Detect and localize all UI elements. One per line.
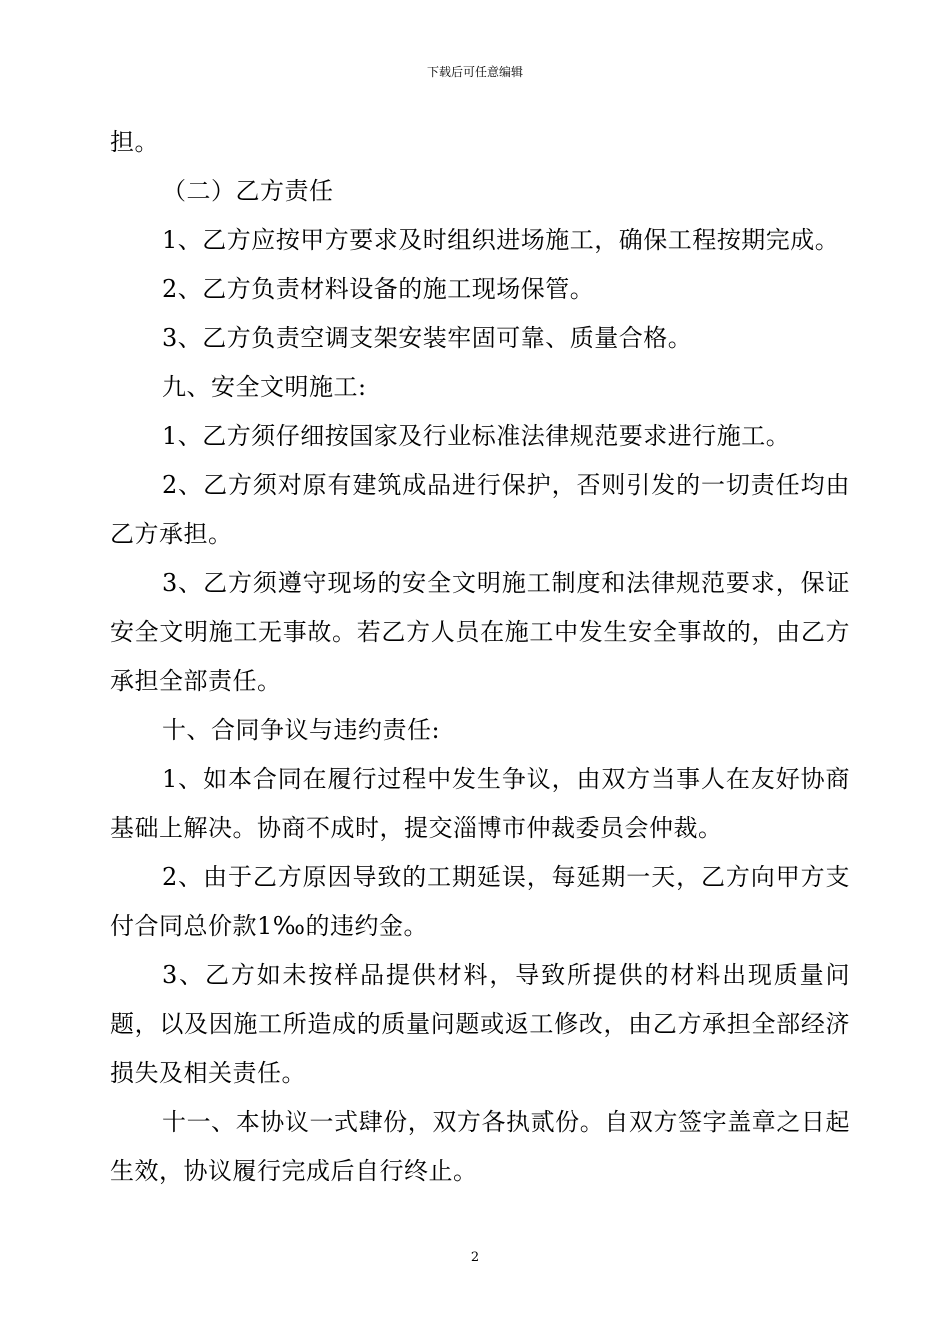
paragraph-disputes-3: 3、乙方如未按样品提供材料，导致所提供的材料出现质量问题，以及因施工所造成的质量问题或返工修改，由乙方承担全部经济损失及相关责任。 — [110, 961, 850, 1087]
paragraph-safety-3: 3、乙方须遵守现场的安全文明施工制度和法律规范要求，保证安全文明施工无事故。若乙方人员在施工中发生安全事故的，由乙方承担全部责任。 — [110, 569, 850, 695]
paragraph-disputes-1: 1、如本合同在履行过程中发生争议，由双方当事人在友好协商基础上解决。协商不成时，提交淄博市仲裁委员会仲裁。 — [110, 765, 850, 842]
paragraph-disputes-2: 2、由于乙方原因导致的工期延误，每延期一天，乙方向甲方支付合同总价款1‰的违约金。 — [110, 863, 850, 940]
paragraph-safety-1: 1、乙方须仔细按国家及行业标准法律规范要求进行施工。 — [162, 422, 791, 450]
page-number: 2 — [470, 1250, 480, 1265]
paragraph-safety-2: 2、乙方须对原有建筑成品进行保护，否则引发的一切责任均由乙方承担。 — [110, 471, 850, 548]
paragraph-party-b-duty-2: 2、乙方负责材料设备的施工现场保管。 — [162, 275, 595, 303]
page-header: 下载后可任意编辑 — [426, 65, 523, 79]
paragraph-continuation: 担。 — [110, 128, 159, 156]
section-heading-copies: 十一、本协议一式肆份，双方各执贰份。自双方签字盖章之日起生效，协议履行完成后自行终止。 — [110, 1108, 850, 1185]
section-heading-party-b-duties: （二）乙方责任 — [162, 177, 334, 205]
section-heading-safety: 九、安全文明施工: — [162, 373, 367, 401]
paragraph-party-b-duty-3: 3、乙方负责空调支架安装牢固可靠、质量合格。 — [162, 324, 693, 352]
paragraph-party-b-duty-1: 1、乙方应按甲方要求及时组织进场施工，确保工程按期完成。 — [162, 226, 840, 254]
section-heading-disputes: 十、合同争议与违约责任: — [162, 716, 441, 744]
document-body — [110, 118, 850, 1196]
